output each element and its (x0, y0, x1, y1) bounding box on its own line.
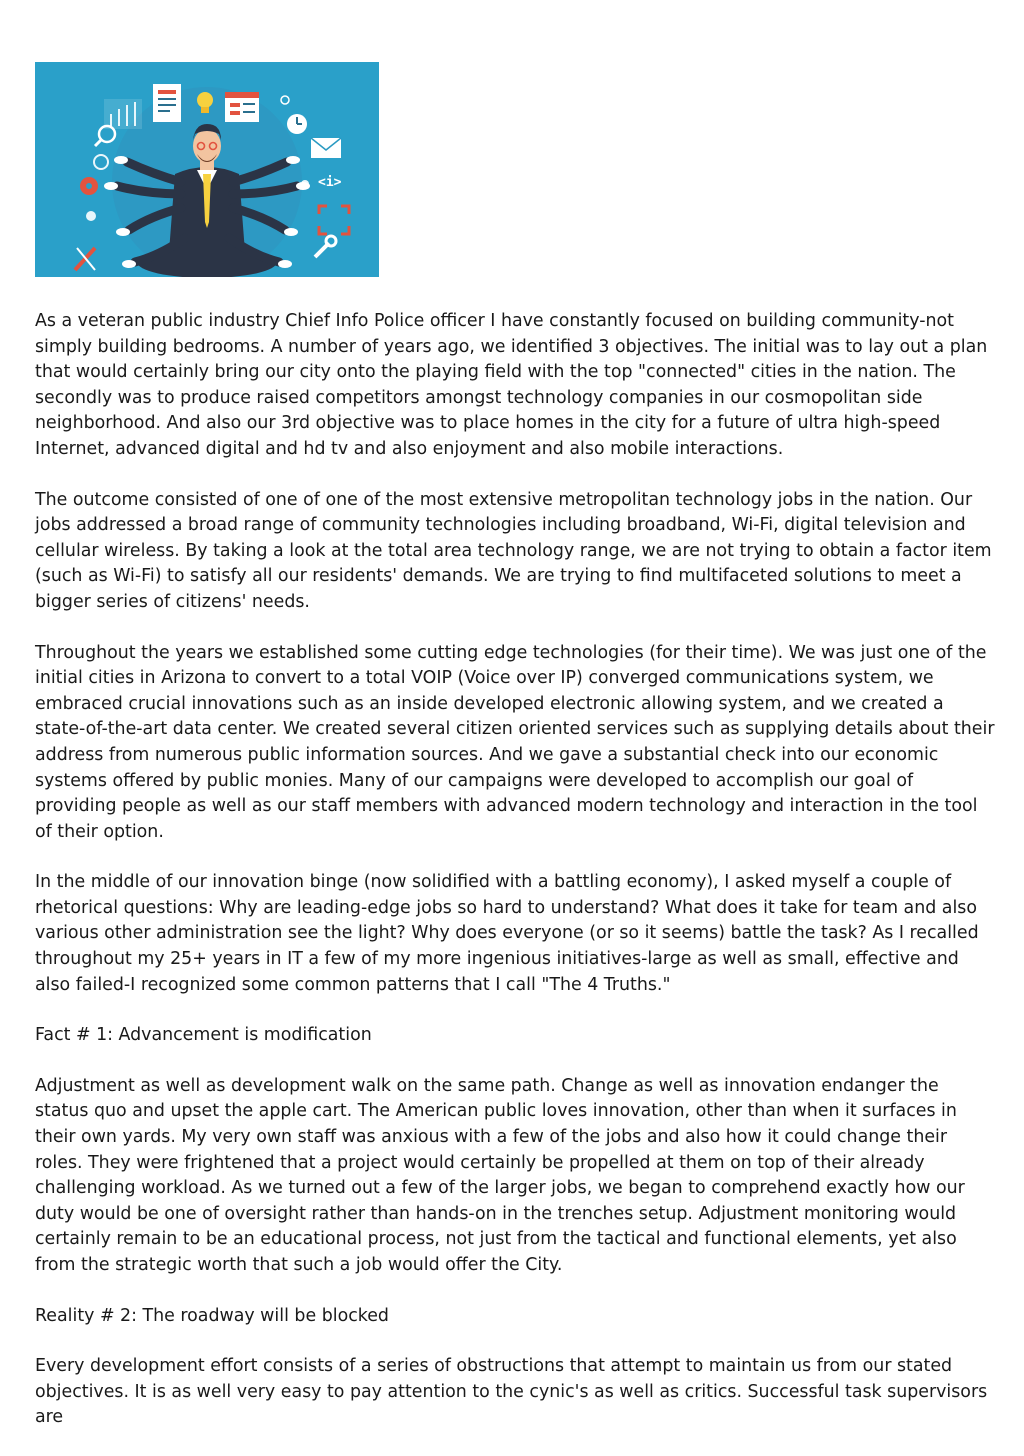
heading-reality-2: Reality # 2: The roadway will be blocked (35, 1305, 389, 1326)
paragraph-adjustment: Adjustment as well as development walk on the same path. Change as well as innovation endanger the status quo and upset the apple cart. The American public loves innovation, other than when it surfaces in their own yards. My very own staff was anxious with a few of the jobs and also how it could change their roles. They were frightened that a project would certainly be propelled at them on top of their already challenging workload. As we turned out a few of the larger jobs, we began to comprehend exactly how our duty would be one of oversight rather than hands-on in the trenches setup. Adjustment monitoring would certainly remain to be an educational process, not just from the tactical and functional elements, yet also from the strategic worth that such a job would offer the City. (35, 1075, 965, 1275)
svg-text:<i>: <i> (318, 175, 342, 190)
envelope-icon (311, 138, 341, 158)
paragraph-outcome: The outcome consisted of one of one of the most extensive metropolitan technology jobs in the nation. Our jobs addressed a broad range of community technologies including broadband, Wi-Fi, digital television and cellular wireless. By taking a look at the total area technology range, we are not trying to obtain a factor item (such as Wi-Fi) to satisfy all our residents' demands. We are trying to find multifaceted solutions to meet a bigger series of citizens' needs. (35, 489, 992, 612)
bar-chart-icon (105, 100, 141, 128)
document-icon (153, 84, 181, 122)
browser-window-icon (225, 92, 259, 122)
hero-illustration (35, 62, 379, 277)
article-body (35, 309, 995, 1456)
paragraph-questions: In the middle of our innovation binge (now solidified with a battling economy), I asked myself a couple of rhetorical questions: Why are leading-edge jobs so hard to understand? What does it take for team and also various other administration see the light? Why does everyone (or so it seems) battle the task? As I recalled throughout my 25+ years in IT a few of my more ingenious initiatives-large as well as small, effective and also failed-I recognized some common patterns that I call "The 4 Truths." (35, 872, 979, 995)
paragraph-development: Every development effort consists of a series of obstructions that attempt to maintain us from our stated objectives. It is as well very easy to pay attention to the cynic's as well as critics. Successful task supervisors are (35, 1356, 988, 1428)
heading-fact-1: Fact # 1: Advancement is modification (35, 1025, 372, 1046)
paragraph-intro: As a veteran public industry Chief Info Police officer I have constantly focused on building community-not simply building bedrooms. A number of years ago, we identified 3 objectives. The initial was to lay out a plan that would certainly bring our city onto the playing field with the top "connected" cities in the nation. The secondly was to produce raised competitors amongst technology companies in our cosmopolitan side neighborhood. And also our 3rd objective was to place homes in the city for a future of ultra high-speed Internet, advanced digital and hd tv and also enjoyment and also mobile interactions. (35, 311, 988, 459)
paragraph-technologies: Throughout the years we established some cutting edge technologies (for their time). We was just one of the initial cities in Arizona to convert to a total VOIP (Voice over IP) converged communications system, we embraced crucial innovations such as an inside developed electronic allowing system, and we created a state-of-the-art data center. We created several citizen oriented services such as supplying details about their address from numerous public information sources. And we gave a substantial check into our economic systems offered by public monies. Many of our campaigns were developed to accomplish our goal of providing people as well as our staff members with advanced modern technology and interaction in the tool of their option. (35, 642, 995, 842)
code-icon (318, 175, 342, 190)
